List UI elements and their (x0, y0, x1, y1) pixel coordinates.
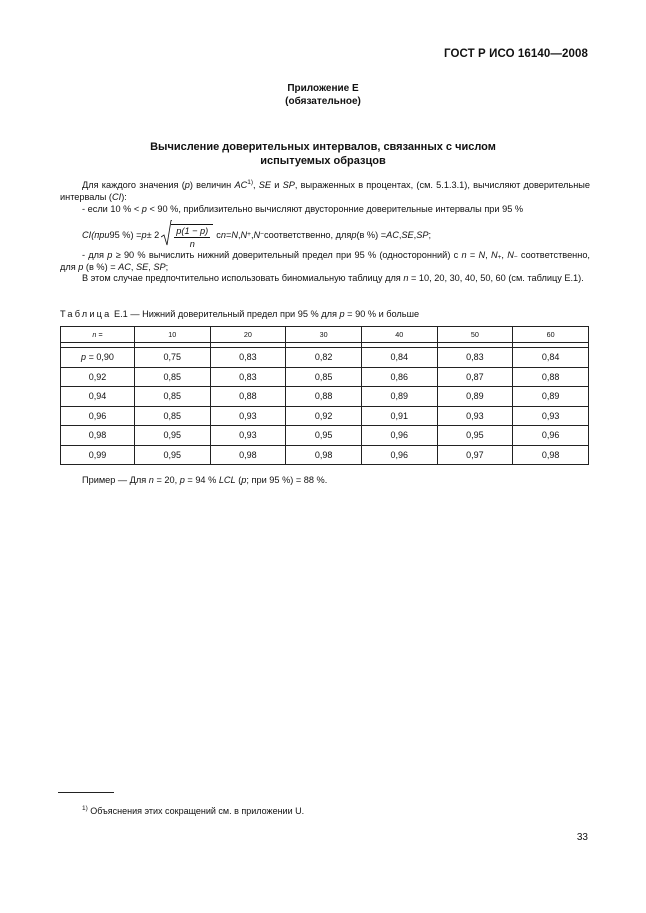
var-n: n (461, 250, 467, 260)
text: = 94 % (184, 475, 219, 485)
text: , (253, 180, 259, 190)
table-cell: 0,89 (513, 387, 589, 407)
var-ac: AC (386, 230, 399, 240)
text: = 20, (153, 475, 180, 485)
table-cell: 0,95 (286, 426, 362, 446)
text: соответственно, для (263, 230, 352, 240)
var-ac: AC (118, 262, 131, 272)
var-N-minus: N (253, 230, 261, 240)
column-header: 50 (437, 327, 513, 343)
table-cell: 0,91 (361, 406, 437, 426)
text: Пример — Для (82, 475, 149, 485)
fraction (171, 224, 213, 249)
table-cell: 0,85 (134, 387, 210, 407)
var-N: N (231, 230, 238, 240)
paragraph-two-sided (60, 203, 590, 215)
confidence-limit-table (60, 326, 589, 465)
var-ci: CI (112, 192, 122, 202)
fraction-numerator: p(1 − p) (176, 225, 209, 236)
var-p: p (81, 352, 87, 363)
footnote-text: Объяснения этих сокращений см. в приложении U. (87, 806, 305, 816)
var-ac: AC (234, 180, 248, 190)
var-p: p (339, 309, 345, 319)
text: = 10, 20, 30, 40, 50, 60 (см. таблицу Е.1). (408, 273, 584, 283)
table-header-row (61, 327, 589, 343)
var-sp: SP (416, 230, 429, 240)
var-se: SE (258, 180, 272, 190)
column-header: 60 (513, 327, 589, 343)
table-cell: 0,86 (361, 367, 437, 387)
header-n-label: n = (92, 330, 103, 339)
appendix-title: Приложение Е (287, 83, 359, 94)
table-caption-label: Таблица (60, 309, 112, 319)
p-value: = 0,90 (86, 352, 114, 363)
text: и (271, 180, 283, 190)
table-cell: 0,89 (437, 387, 513, 407)
table-cell: 0,85 (134, 367, 210, 387)
text: В этом случае предпочтительно использовать биномиальную таблицу для (82, 273, 404, 283)
text: ( (235, 475, 242, 485)
footnote-ref: 1) (247, 179, 254, 186)
var-p: p (107, 250, 113, 260)
ci-formula: CI (при 95 %) = p ± 2 $\frac{p(1 - p)}{n}$ с n = N , N + , N − соответственно, для p (в %) = AC , SE , SP ; (82, 222, 431, 248)
text: = (466, 250, 479, 260)
table-cell: 0,83 (210, 367, 286, 387)
var-lcl: LCL (218, 475, 236, 485)
appendix-heading (0, 82, 646, 108)
example-line (82, 475, 327, 485)
text: , (398, 230, 402, 240)
table-cell: 0,96 (361, 426, 437, 446)
var-ci: CI (82, 230, 92, 240)
text: - если 10 % < (82, 204, 142, 214)
table-row (61, 348, 589, 368)
table-cell: 0,93 (210, 426, 286, 446)
radical-sign-icon (161, 220, 172, 246)
footnote (82, 806, 304, 816)
var-sp: SP (153, 262, 166, 272)
table-cell: 0,84 (361, 348, 437, 368)
var-N-plus: N (240, 230, 248, 240)
text: ) величин (189, 180, 235, 190)
page-number: 33 (576, 832, 588, 843)
table-cell: 0,96 (361, 445, 437, 465)
row-p: 0,99 (61, 445, 135, 465)
table-cell: 0,87 (437, 367, 513, 387)
text: = (225, 230, 232, 240)
table-cell: 0,93 (437, 406, 513, 426)
table-cell: 0,85 (286, 367, 362, 387)
square-root (161, 222, 213, 249)
table-cell: 0,95 (134, 445, 210, 465)
text: (в %) = (83, 262, 119, 272)
var-se: SE (401, 230, 414, 240)
section-title-line2: испытуемых образцов (260, 155, 386, 167)
section-title-line1: Вычисление доверительных интервалов, связанных с числом (150, 141, 496, 153)
table-cell: 0,88 (286, 387, 362, 407)
text: , (485, 250, 491, 260)
text: соответственно, для (60, 250, 590, 272)
table-cell: 0,93 (513, 406, 589, 426)
var-N: N (478, 250, 486, 260)
var-se: SE (136, 262, 149, 272)
var-p: p (179, 475, 185, 485)
table-cell: 0,98 (286, 445, 362, 465)
row-p: 0,98 (61, 426, 135, 446)
table-row (61, 445, 589, 465)
text: < 90 %, приблизительно вычисляют двусторонние доверительные интервалы при 95 % (146, 204, 524, 214)
text: , выраженных в процентах, (см. 5.1.3.1), вычисляют доверительные интервалы ( (60, 180, 590, 202)
table-row (61, 387, 589, 407)
var-pri: (при (91, 230, 110, 240)
footnote-mark: 1) (82, 805, 88, 812)
table-cell: 0,83 (210, 348, 286, 368)
text: , (413, 230, 417, 240)
table-cell: 0,93 (210, 406, 286, 426)
table-row (61, 367, 589, 387)
document-header: ГОСТ Р ИСО 16140—2008 (443, 48, 588, 60)
row-p: 0,94 (61, 387, 135, 407)
var-p: p (241, 475, 247, 485)
table-cell: 0,85 (134, 406, 210, 426)
var-p: p (141, 204, 147, 214)
text: ; (165, 262, 169, 272)
var-p: p (351, 230, 357, 240)
text: , (501, 250, 508, 260)
text: , (237, 230, 241, 240)
table-cell: 0,88 (513, 367, 589, 387)
text: , (148, 262, 154, 272)
text: 95 %) = (109, 230, 142, 240)
table-cell: 0,98 (513, 445, 589, 465)
var-N-minus: N (507, 250, 514, 260)
var-N-plus: N (490, 250, 498, 260)
var-p: p (184, 180, 190, 190)
text: ≥ 90 % вычислить нижний доверительный предел при 95 % (односторонний) с (112, 250, 462, 260)
section-title (0, 140, 646, 168)
text: ± 2 (146, 230, 160, 240)
fraction-denominator: n (189, 238, 195, 249)
table-cell: 0,95 (134, 426, 210, 446)
row-p (61, 348, 135, 368)
table-cell: 0,97 (437, 445, 513, 465)
text: ; при 95 %) = 88 %. (246, 475, 328, 485)
table-cell: 0,89 (361, 387, 437, 407)
table-row (61, 406, 589, 426)
text: - для (82, 250, 108, 260)
table-cell: 0,84 (513, 348, 589, 368)
var-n: n (220, 230, 226, 240)
paragraph-intro (60, 179, 590, 203)
text: ; (428, 230, 432, 240)
table-cell: 0,98 (210, 445, 286, 465)
column-header: 40 (361, 327, 437, 343)
var-p: p (141, 230, 147, 240)
row-p: 0,96 (61, 406, 135, 426)
var-n: n (148, 475, 154, 485)
table-cell: 0,82 (286, 348, 362, 368)
header-n (61, 327, 135, 343)
table-row (61, 426, 589, 446)
column-header: 30 (286, 327, 362, 343)
table-cell: 0,88 (210, 387, 286, 407)
table-caption-text: = 90 % и больше (344, 309, 420, 319)
table-cell: 0,75 (134, 348, 210, 368)
text: с (216, 230, 221, 240)
row-p: 0,92 (61, 367, 135, 387)
paragraph-binomial (60, 272, 590, 284)
var-n: n (403, 273, 409, 283)
table-cell: 0,83 (437, 348, 513, 368)
column-header: 10 (134, 327, 210, 343)
var-sp: SP (282, 180, 295, 190)
text: , (130, 262, 136, 272)
appendix-status: (обязательное) (285, 96, 361, 107)
text: , (250, 230, 254, 240)
subscript-plus: + (497, 254, 502, 261)
footnote-divider (58, 792, 114, 793)
paragraph-one-sided (60, 249, 590, 273)
text: Для каждого значения ( (82, 180, 185, 190)
table-cell: 0,95 (437, 426, 513, 446)
table-cell: 0,92 (286, 406, 362, 426)
subscript-minus: − (513, 254, 518, 261)
column-header: 20 (210, 327, 286, 343)
text: ): (121, 192, 127, 202)
table-cell: 0,96 (513, 426, 589, 446)
table-caption-text: Е.1 — Нижний доверительный предел при 95 % для (111, 309, 340, 319)
var-p: p (78, 262, 84, 272)
text: (в %) = (356, 230, 387, 240)
table-caption (60, 309, 419, 319)
